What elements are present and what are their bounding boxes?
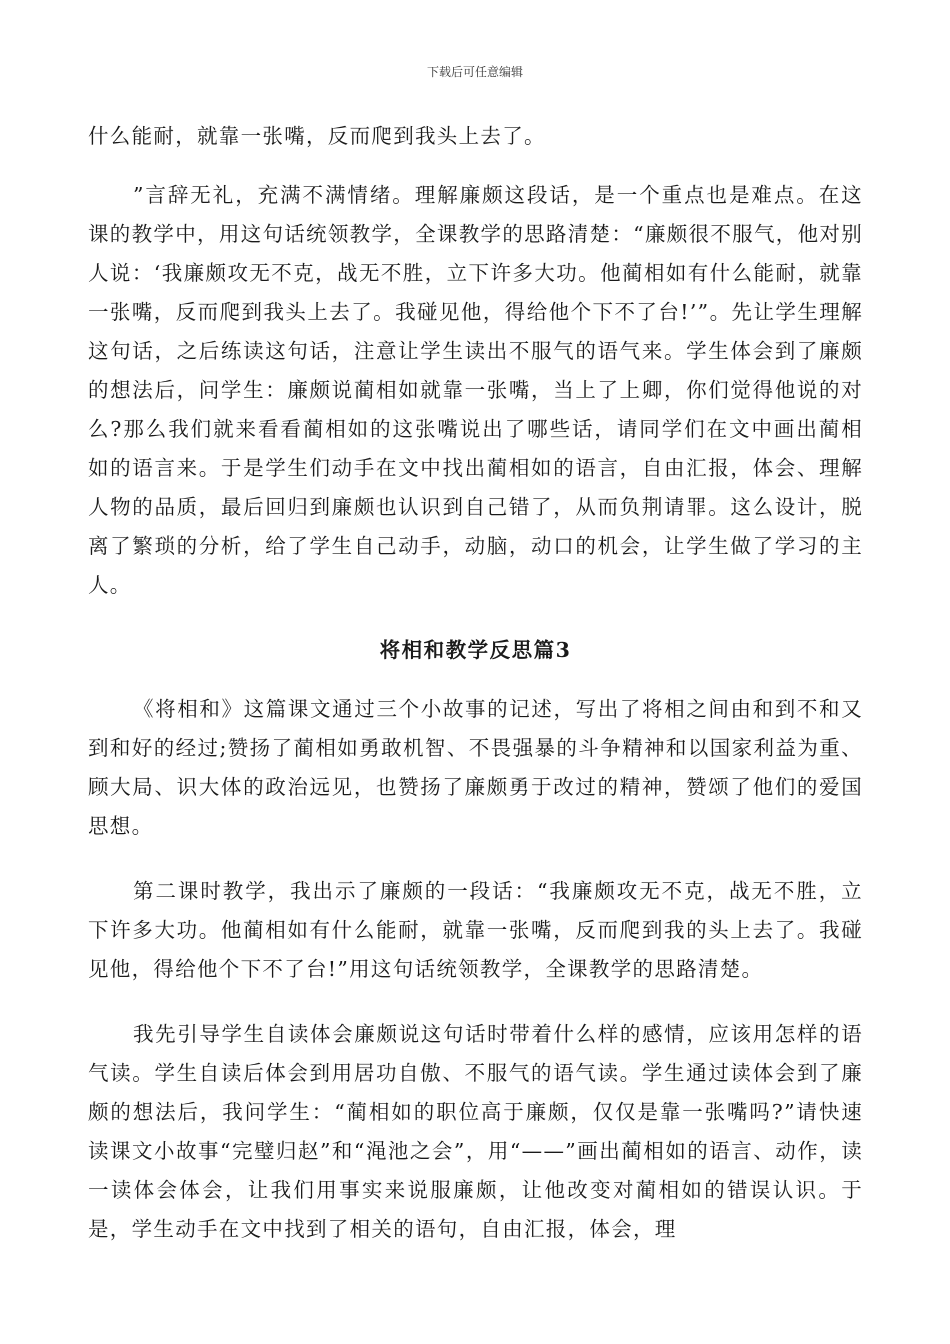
paragraph-lesson: 第二课时教学，我出示了廉颇的一段话：“我廉颇攻无不克，战无不胜，立下许多大功。他蔺相如有什么能耐，就靠一张嘴，反而爬到我的头上去了。我碰见他，得给他个下不了台!”用这句话统领教学，全课教学的思路清楚。 <box>88 879 863 981</box>
paragraph-method: 我先引导学生自读体会廉颇说这句话时带着什么样的感情，应该用怎样的语气读。学生自读后体会到用居功自傲、不服气的语气读。学生通过读体会到了廉颇的想法后，我问学生：“蔺相如的职位高于廉颇，仅仅是靠一张嘴吗?”请快速读课文小故事“完璧归赵”和“渑池之会”，用“——”画出蔺相如的语言、动作，读一读体会体会，让我们用事实来说服廉颇，让他改变对蔺相如的错误认识。于是，学生动手在文中找到了相关的语句，自由汇报，体会，理 <box>88 1022 863 1241</box>
paragraph-analysis: ”言辞无礼，充满不满情绪。理解廉颇这段话，是一个重点也是难点。在这课的教学中，用这句话统领教学，全课教学的思路清楚：“廉颇很不服气，他对别人说：‘我廉颇攻无不克，战无不胜，立下许多大功。他蔺相如有什么能耐，就靠一张嘴，反而爬到我头上去了。我碰见他，得给他个下不了台!’”。先让学生理解这句话，之后练读这句话，注意让学生读出不服气的语气来。学生体会到了廉颇的想法后，问学生：廉颇说蔺相如就靠一张嘴，当上了上卿，你们觉得他说的对么?那么我们就来看看蔺相如的这张嘴说出了哪些话，请同学们在文中画出蔺相如的语言来。于是学生们动手在文中找出蔺相如的语言，自由汇报，体会、理解人物的品质，最后回归到廉颇也认识到自己错了，从而负荆请罪。这么设计，脱离了繁琐的分析，给了学生自己动手，动脑，动口的机会，让学生做了学习的主人。 <box>88 183 863 597</box>
document-body <box>88 117 863 1249</box>
page-header: 下载后可任意编辑 <box>426 65 523 79</box>
section-title: 将相和教学反思篇3 <box>379 638 572 662</box>
paragraph-summary: 《将相和》这篇课文通过三个小故事的记述，写出了将相之间由和到不和又到和好的经过;赞扬了蔺相如勇敢机智、不畏强暴的斗争精神和以国家利益为重、顾大局、识大体的政治远见，也赞扬了廉颇勇于改过的精神，赞颂了他们的爱国思想。 <box>88 697 863 838</box>
paragraph-continued: 什么能耐，就靠一张嘴，反而爬到我头上去了。 <box>88 124 546 148</box>
